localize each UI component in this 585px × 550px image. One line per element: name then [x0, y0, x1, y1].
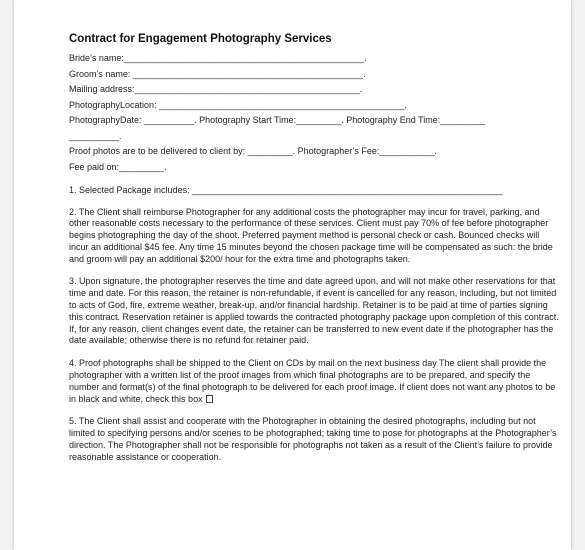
- proof-delivery-fee-field: Proof photos are to be delivered to client by: _________. Photographer’s Fee:___________.: [69, 146, 437, 156]
- clause-3-retainer: 3. Upon signature, the photographer reserves the time and date agreed upon, and will not make other reservations for that time and date. For this reason, the retainer is non-refundable, if event is cancelled for any reason, including, but not limited to acts of God, fire, extreme weather, break-up, and/or financial hardship. Retainer is to be paid at time of parties signing this contract. Reservation retainer is applied towards the contracted photography package upon completion of this contract. If, for any reason, client changes event date, the retainer can be transferred to new event date if the photographer has the date available; otherwise there is no refund for retainer paid.: [69, 276, 559, 346]
- clause-4-proofs: [69, 358, 559, 405]
- clause-5-cooperation: 5. The Client shall assist and cooperate with the Photographer in obtaining the desired photographs, including but not limited to specifying persons and/or scenes to be photographed; taking time to pose for photographs at the Photographer’s direction. The Photographer shall not be responsible for photographs not taken as a result of the Client’s failure to provide reasonable assistance or cooperation.: [69, 416, 557, 462]
- document-content: [69, 32, 559, 464]
- clause-2-reimbursement: 2. The Client shall reimburse Photographer for any additional costs the photographer may incur for travel, parking, and other reasonable costs necessary to the performance of these services. Client must pay 70% of fee before photographer begins photographing the day of the shoot. Preferred payment method is personal check or cash. Bounced checks will incur an additional $45 fee. Any time 15 minutes beyond the chosen package time will be compensated as such: the bride and groom will pay an additional $200/ hour for the extra time and photographs taken.: [69, 206, 553, 264]
- bride-name-field: Bride’s name:________________________________________________.: [69, 53, 367, 63]
- clause-1-package: 1. Selected Package includes: ______________________________________________________________: [69, 185, 503, 195]
- clause-4-text: 4. Proof photographs shall be shipped to the Client on CDs by mail on the next business day The client shall provide the photographer with a written list of the proof images from which final photographs are to be prepared, and specify the number and format(s) of the final photograph to be delivered for each proof image. If client does not want any photos to be in black and white, check this box: [69, 358, 556, 404]
- document-page: [14, 0, 571, 550]
- mailing-address-field: Mailing address:_____________________________________________.: [69, 84, 363, 94]
- photography-date-time-field: PhotographyDate: __________. Photography Start Time:_________. Photography End Time:_________: [69, 115, 486, 125]
- end-time-continuation: __________.: [69, 130, 122, 141]
- photography-location-field: PhotographyLocation: _________________________________________________.: [69, 99, 407, 110]
- fee-paid-field: Fee paid on:_________.: [69, 161, 167, 172]
- groom-name-field: Groom’s name: ______________________________________________.: [69, 68, 366, 79]
- document-title: Contract for Engagement Photography Services: [69, 33, 332, 45]
- black-white-checkbox[interactable]: [206, 395, 213, 403]
